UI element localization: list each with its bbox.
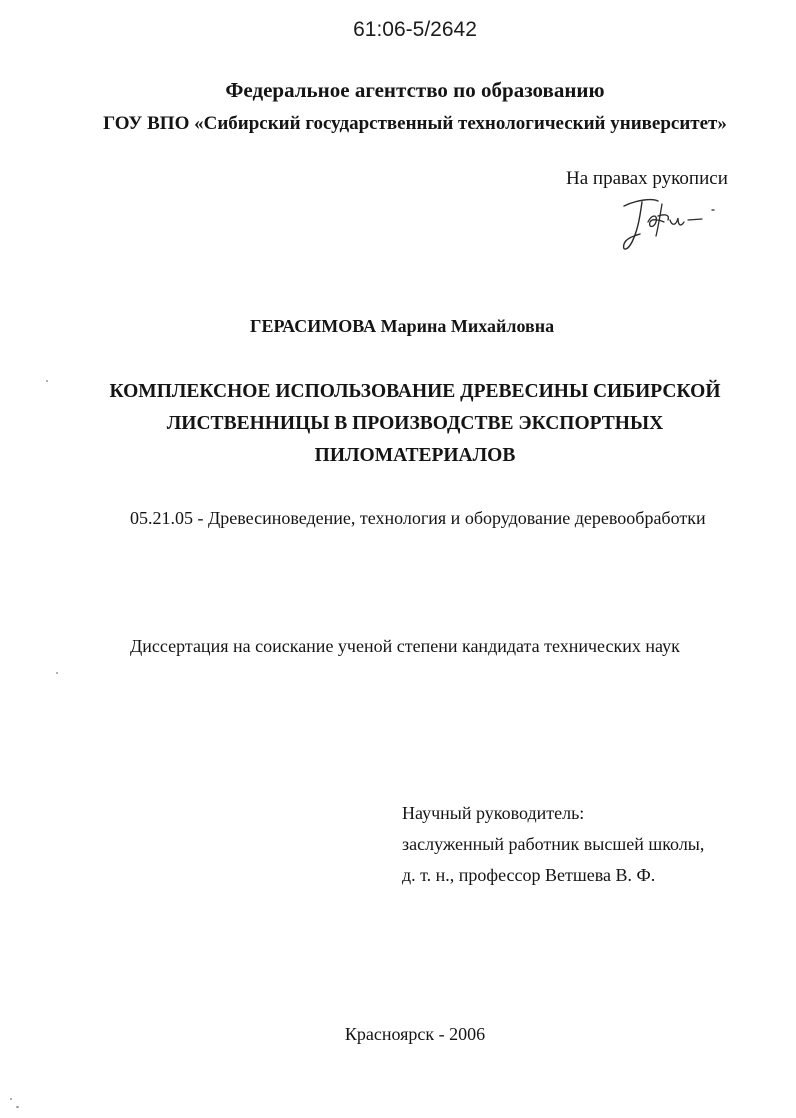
city-year: Красноярск - 2006 [344,1024,486,1044]
agency-heading: Федеральное агентство по образованию [225,78,605,102]
title-line: КОМПЛЕКСНОЕ ИСПОЛЬЗОВАНИЕ ДРЕВЕСИНЫ СИБИРСКОЙ [109,381,721,402]
supervisor-line: д. т. н., профессор Ветшева В. Ф. [402,865,656,885]
title-line: ПИЛОМАТЕРИАЛОВ [314,445,516,466]
supervisor-block [402,798,704,891]
title-line: ЛИСТВЕННИЦЫ В ПРОИЗВОДСТВЕ ЭКСПОРТНЫХ [166,413,664,434]
manuscript-rights-label: На правах рукописи [566,168,728,189]
call-number: 61:06-5/2642 [353,18,477,41]
scan-speck [46,380,48,382]
specialty-code: 05.21.05 - Древесиноведение, технология и оборудование деревообработки [130,508,706,528]
author-name: ГЕРАСИМОВА Марина Михайловна [250,316,555,336]
supervisor-line: Научный руководитель: [402,803,585,823]
supervisor-line: заслуженный работник высшей школы, [402,834,705,854]
scan-speck [56,672,58,674]
scan-speck [10,1098,12,1100]
scan-speck [16,1106,19,1108]
dissertation-type: Диссертация на соискание ученой степени кандидата технических наук [130,636,680,656]
handwritten-signature [618,192,718,258]
university-heading: ГОУ ВПО «Сибирский государственный технологический университет» [103,113,727,134]
dissertation-title [0,376,796,472]
